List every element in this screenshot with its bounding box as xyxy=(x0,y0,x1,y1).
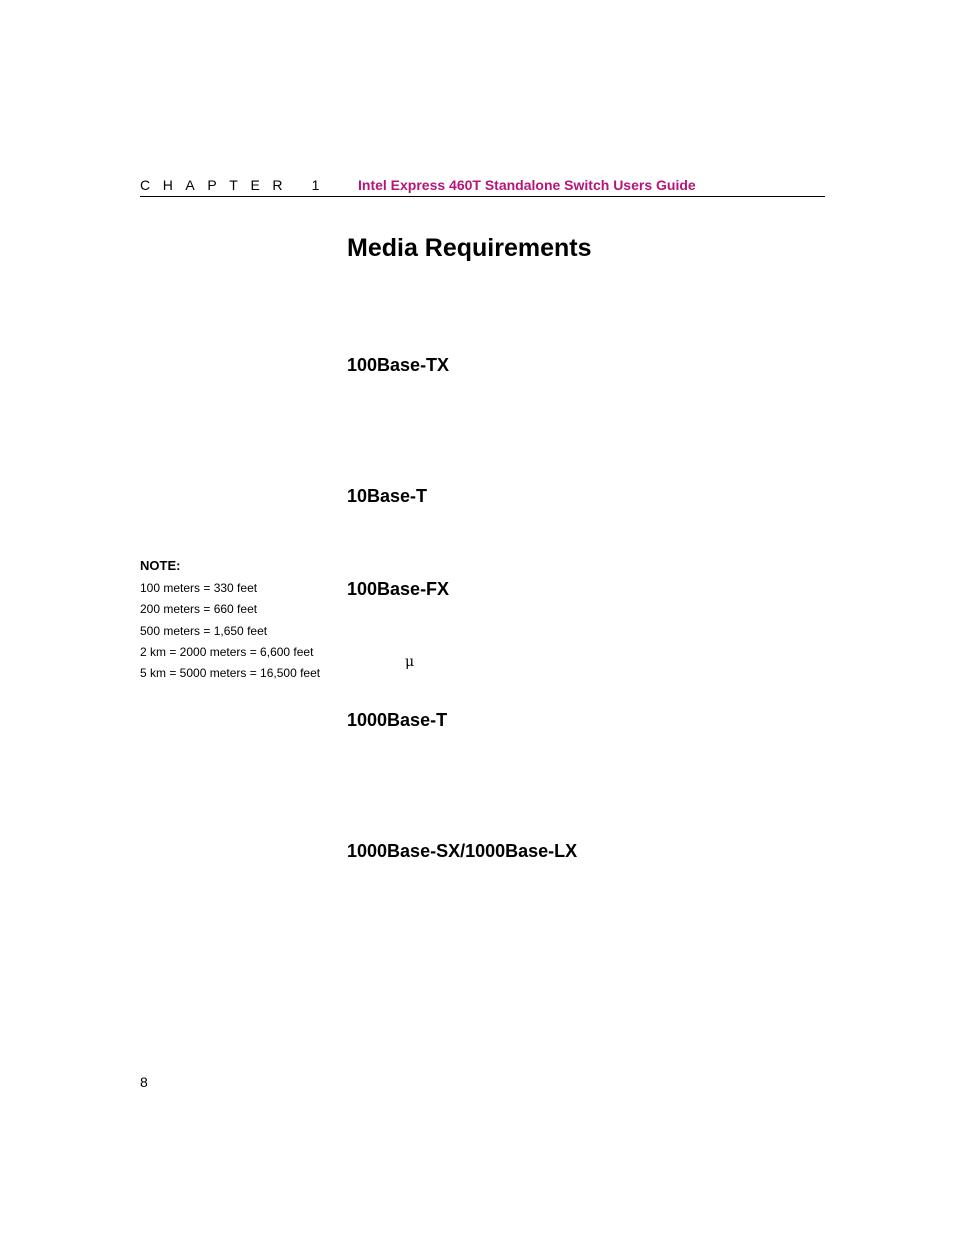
chapter-label: CHAPTER 1 xyxy=(140,177,332,193)
section-heading-100base-tx: 100Base-TX xyxy=(347,355,450,375)
note-line: 2 km = 2000 meters = 6,600 feet xyxy=(140,644,314,659)
section-heading-1000base-sx-lx: 1000Base-SX/1000Base-LX xyxy=(347,841,578,861)
margin-note xyxy=(140,558,340,686)
page-title: Media Requirements xyxy=(347,234,592,262)
micro-symbol: μ xyxy=(405,654,415,670)
note-line: 200 meters = 660 feet xyxy=(140,602,258,617)
section-heading-10base-t: 10Base-T xyxy=(347,486,428,506)
page-number: 8 xyxy=(140,1074,148,1090)
section-heading-1000base-t: 1000Base-T xyxy=(347,710,448,730)
note-line: 5 km = 5000 meters = 16,500 feet xyxy=(140,666,321,681)
note-label: NOTE: xyxy=(140,558,181,573)
guide-title: Intel Express 460T Standalone Switch Users Guide xyxy=(358,177,696,193)
section-heading-100base-fx: 100Base-FX xyxy=(347,579,450,599)
running-header xyxy=(140,176,825,197)
note-line: 500 meters = 1,650 feet xyxy=(140,623,268,638)
note-line: 100 meters = 330 feet xyxy=(140,581,258,595)
